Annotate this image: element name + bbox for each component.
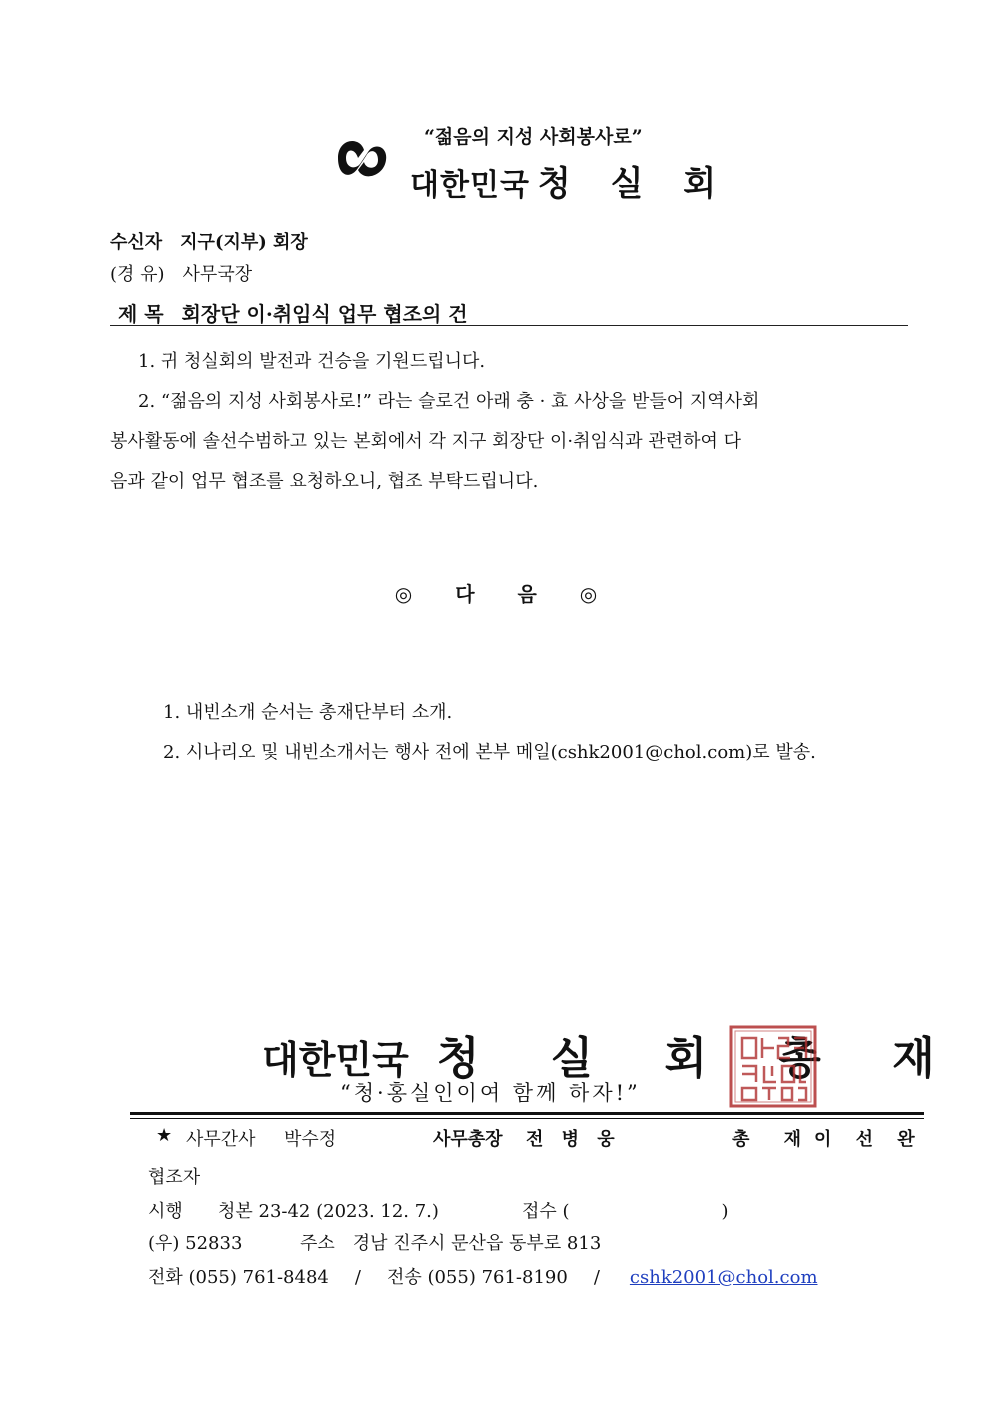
fax-number: 전송 (055) 761-8190 — [386, 1267, 568, 1288]
body-paragraph-2 — [110, 382, 890, 502]
footer-org-prefix: 대한민국 — [262, 1037, 409, 1082]
header-slogan: “젊음의 지성 사회봉사로” — [424, 126, 643, 148]
email-link[interactable]: cshk2001@chol.com — [629, 1267, 818, 1288]
body-paragraph-2-line-1: 2. “젊음의 지성 사회봉사로!” 라는 슬로건 아래 충 · 효 사상을 받들어 지역사회 — [138, 391, 760, 412]
notice-item: 2. 시나리오 및 내빈소개서는 행사 전에 본부 메일(cshk2001@chol.com)로 발송. — [163, 742, 816, 763]
body-paragraph-2-line-2: 봉사활동에 솔선수범하고 있는 본회에서 각 지구 회장단 이·취임식과 관련하여 다 — [110, 431, 742, 452]
star-icon: ★ — [156, 1125, 173, 1146]
phone-number: 전화 (055) 761-8484 — [148, 1267, 329, 1288]
receipt-close: ) — [721, 1201, 729, 1222]
header-org-prefix: 대한민국 — [410, 168, 530, 203]
receipt-label: 접수 ( — [522, 1201, 570, 1222]
footer-divider-thin — [130, 1118, 924, 1119]
contact-row — [148, 1263, 818, 1289]
subject-value: 회장단 이·취임식 업무 협조의 건 — [181, 302, 468, 326]
subject-divider — [110, 325, 908, 326]
contact-separator: / — [354, 1267, 361, 1288]
footer-motto: “청·홍실인이여 함께 하자!” — [340, 1081, 641, 1105]
staff-label: 사무간사 — [186, 1129, 256, 1150]
signature-row — [156, 1125, 924, 1153]
via-label: (경 유) — [110, 264, 165, 285]
via-row — [110, 260, 252, 286]
notice-heading: ◎ 다 음 ◎ — [394, 582, 598, 606]
issue-number: 청본 23-42 (2023. 12. 7.) — [218, 1201, 439, 1222]
recipient-label: 수신자 — [110, 232, 163, 253]
subject-label: 제 목 — [118, 302, 164, 326]
secretary-general-label: 사무총장 — [433, 1129, 503, 1150]
body-paragraph-1: 1. 귀 청실회의 발전과 건승을 기원드립니다. — [138, 351, 486, 372]
body-paragraph-2-line-3: 음과 같이 업무 협조를 요청하오니, 협조 부탁드립니다. — [110, 471, 539, 492]
issue-label: 시행 — [148, 1201, 183, 1222]
secretary-general-name: 전 병 웅 — [526, 1129, 621, 1150]
contact-separator: / — [593, 1267, 600, 1288]
postcode: (우) 52833 — [148, 1233, 243, 1254]
footer-divider-thick — [130, 1112, 924, 1115]
recipient-value: 지구(지부) 회장 — [180, 232, 308, 253]
header-org-name — [410, 156, 730, 205]
recipient-row — [110, 228, 308, 254]
subject-row — [118, 298, 468, 327]
staff-name: 박수정 — [284, 1129, 337, 1150]
via-value: 사무국장 — [182, 264, 253, 285]
issue-row — [148, 1197, 729, 1223]
notice-item: 1. 내빈소개 순서는 총재단부터 소개. — [163, 702, 453, 723]
header-org-title: 청 실 회 — [537, 164, 731, 204]
address-label: 주소 — [300, 1233, 335, 1254]
organization-logo-icon — [330, 130, 392, 186]
official-seal-icon — [728, 1024, 818, 1109]
address-value: 경남 진주시 문산읍 동부로 813 — [352, 1233, 602, 1254]
president-name: 이 선 완 — [814, 1129, 924, 1150]
footer-org-title: 청 실 회 총 재 — [436, 1033, 963, 1084]
president-label: 총 재 — [732, 1129, 816, 1150]
address-row — [148, 1229, 601, 1255]
cooperator-row: 협조자 — [148, 1167, 201, 1188]
